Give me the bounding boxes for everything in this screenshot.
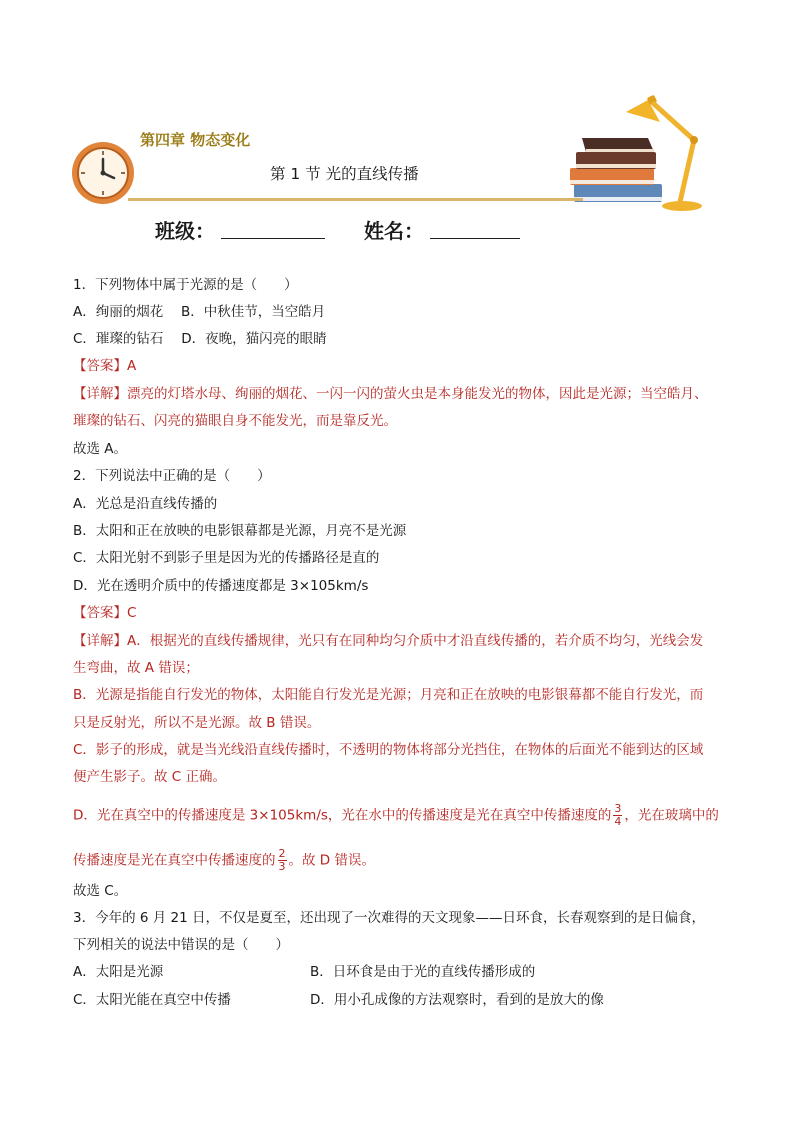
chapter-title: 第四章 物态变化	[140, 131, 251, 149]
q2-detail-c-line-2: 便产生影子。故 C 正确。	[73, 769, 227, 785]
q3-option-c: C．太阳光能在真空中传播	[73, 992, 231, 1008]
q2-option-b: B．太阳和正在放映的电影银幕都是光源，月亮不是光源	[73, 523, 407, 539]
q3-option-a: A．太阳是光源	[73, 964, 164, 980]
answer-tag: 【答案】	[73, 358, 127, 374]
class-label: 班级：	[155, 219, 215, 243]
q2-stem: 2．下列说法中正确的是（ ）	[73, 468, 271, 484]
q2-detail-a-line-2: 生弯曲，故 A 错误；	[73, 660, 199, 676]
detail-tag: 【详解】	[73, 633, 127, 649]
q2-option-a: A．光总是沿直线传播的	[73, 496, 218, 512]
q2-conclusion: 故选 C。	[73, 883, 128, 899]
detail-tag: 【详解】	[73, 386, 127, 402]
q1-detail-line-1	[73, 385, 708, 403]
q1-detail-line-2: 璀璨的钻石、闪亮的猫眼自身不能发光，而是靠反光。	[73, 413, 397, 429]
q2-detail-a-line-1	[73, 632, 703, 650]
q2-answer	[73, 604, 136, 622]
q1-answer	[73, 357, 136, 375]
q2-option-d: D．光在透明介质中的传播速度都是 3×105km/s	[73, 578, 369, 594]
q2-detail-b-line-2: 只是反射光，所以不是光源。故 B 错误。	[73, 715, 321, 731]
q1-options-ab: A．绚丽的烟花 B．中秋佳节，当空皓月	[73, 304, 326, 320]
class-field[interactable]	[221, 238, 325, 239]
detail-text-tail: ，光在玻璃中的	[624, 807, 719, 824]
q3-stem-line-2: 下列相关的说法中错误的是（ ）	[73, 937, 289, 953]
clock-icon	[70, 140, 136, 206]
q1-conclusion: 故选 A。	[73, 441, 128, 457]
fraction-two-thirds: $\frac{2}{3}$	[278, 847, 286, 873]
header-divider	[128, 198, 583, 201]
answer-value: C	[127, 605, 137, 621]
detail-text: 漂亮的灯塔水母、绚丽的烟花、一闪一闪的萤火虫是本身能发光的物体，因此是光源；当空皓月、	[127, 386, 708, 402]
fraction-three-quarters: $\frac{3}{4}$	[614, 802, 622, 828]
q1-options-cd: C．璀璨的钻石 D．夜晚，猫闪亮的眼睛	[73, 331, 327, 347]
section-title: 第 1 节 光的直线传播	[270, 165, 419, 183]
q3-option-d: D．用小孔成像的方法观察时，看到的是放大的像	[310, 992, 604, 1008]
answer-value: A	[127, 358, 137, 374]
q2-detail-b-line-1: B．光源是指能自行发光的物体，太阳能自行发光是光源；月亮和正在放映的电影银幕都不能自行发光，而	[73, 687, 704, 703]
detail-text: A．根据光的直线传播规律，光只有在同种均匀介质中才沿直线传播的，若介质不均匀，光线会发	[127, 633, 704, 649]
q3-option-b: B．日环食是由于光的直线传播形成的	[310, 964, 536, 980]
detail-text: 传播速度是光在真空中传播速度的	[73, 852, 276, 869]
q1-stem: 1．下列物体中属于光源的是（ ）	[73, 277, 298, 293]
q2-option-c: C．太阳光射不到影子里是因为光的传播路径是直的	[73, 550, 380, 566]
q2-detail-d-line-1	[73, 803, 719, 828]
detail-text: D．光在真空中的传播速度是 3×105km/s，光在水中的传播速度是光在真空中传播速度的	[73, 807, 612, 824]
name-field[interactable]	[430, 238, 520, 239]
books-lamp-illustration	[568, 92, 718, 214]
name-label: 姓名：	[364, 219, 424, 243]
q2-detail-c-line-1: C．影子的形成，就是当光线沿直线传播时，不透明的物体将部分光挡住，在物体的后面光不能到达的区域	[73, 742, 704, 758]
q2-detail-d-line-2	[73, 848, 375, 873]
answer-tag: 【答案】	[73, 605, 127, 621]
detail-text-tail: 。故 D 错误。	[288, 852, 375, 869]
q3-stem-line-1: 3．今年的 6 月 21 日，不仅是夏至，还出现了一次难得的天文现象——日环食，长春观察到的是日偏食，	[73, 910, 706, 926]
